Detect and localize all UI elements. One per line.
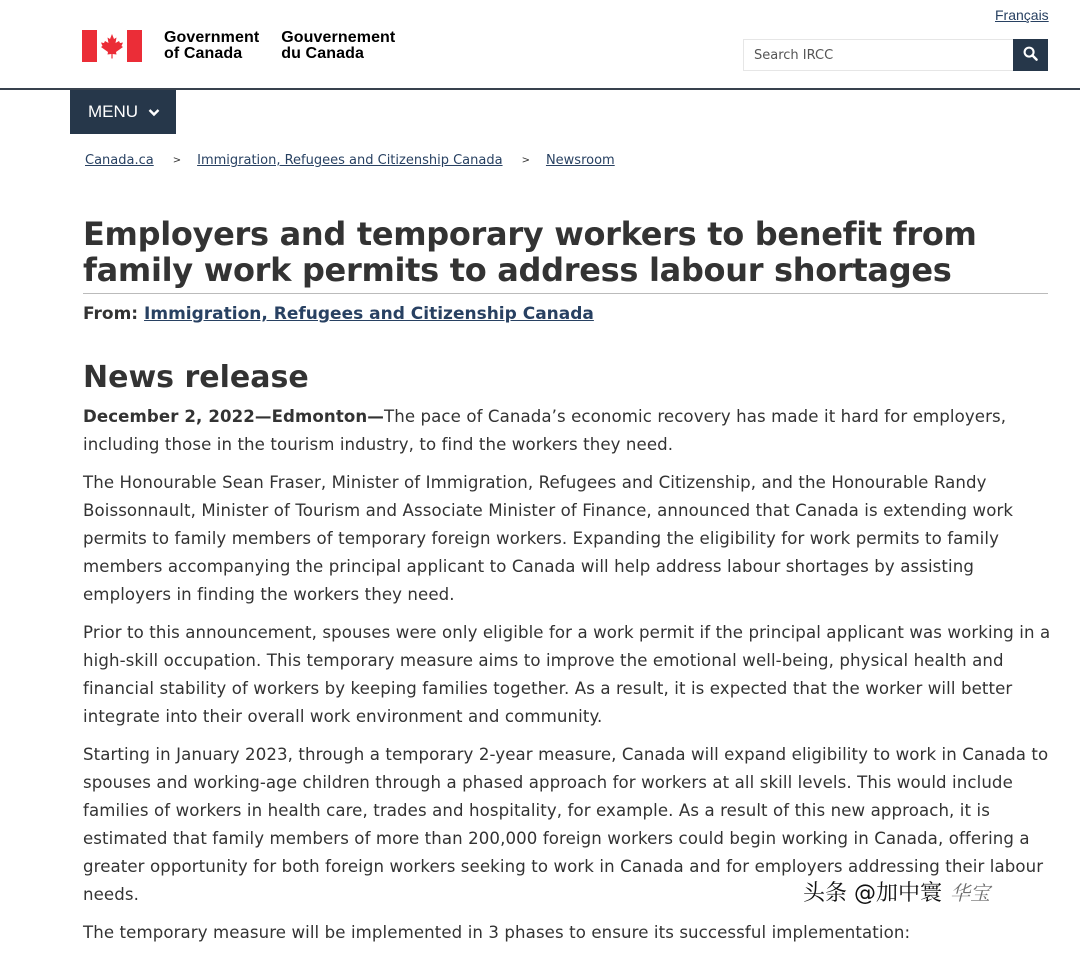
from-label: From: [83, 304, 139, 324]
dateline: December 2, 2022—Edmonton— [83, 407, 384, 426]
article-body [83, 403, 1053, 957]
page-title: Employers and temporary workers to benefit from family work permits to address labour shortages [83, 215, 977, 289]
menu-button[interactable] [70, 90, 176, 134]
from-department-link[interactable]: Immigration, Refugees and Citizenship Canada [144, 304, 594, 324]
article-paragraph: The temporary measure will be implemented in 3 phases to ensure its successful implementation: [83, 923, 911, 942]
watermark-logo: 华宝 [950, 881, 990, 905]
search-form [743, 39, 1048, 71]
watermark-text: 头条 @加中寰 [803, 881, 942, 906]
section-heading: News release [83, 360, 309, 395]
language-toggle-link[interactable]: Français [995, 7, 1049, 23]
article-paragraph: December 2, 2022—Edmonton—The pace of Canada’s economic recovery has made it hard for employers, including those in the tourism industry, to find the workers they need. [83, 407, 1007, 454]
breadcrumb-separator: > [521, 155, 530, 166]
canada-flag-icon [82, 30, 142, 62]
article-paragraph: Starting in January 2023, through a temporary 2-year measure, Canada will expand eligibility to work in Canada to spouses and working-age children through a phased approach for workers at all skill levels. This would include families of workers in health care, trades and hospitality, for example. As a result of this new approach, it is estimated that family members of more than 200,000 foreign workers could begin working in Canada, offering a greater opportunity for both foreign workers seeking to work in Canada and for employers addressing their labour needs. [83, 745, 1049, 904]
government-signature[interactable] [82, 30, 395, 62]
gouvernement-du-canada-wordmark: Gouvernement du Canada [281, 29, 396, 62]
article-paragraph: The Honourable Sean Fraser, Minister of Immigration, Refugees and Citizenship, and the Honourable Randy Boissonnault, Minister of Tourism and Associate Minister of Finance, announced that Canada is extending work permits to family members of temporary foreign workers. Expanding the eligibility for work permits to family members accompanying the principal applicant to Canada will help address labour shortages by assisting employers in finding the workers they need. [83, 473, 1014, 604]
search-input[interactable] [743, 39, 1013, 71]
government-of-canada-wordmark: Government of Canada [164, 29, 260, 62]
breadcrumb [85, 153, 615, 168]
menu-label: MENU [88, 102, 139, 121]
search-button[interactable] [1013, 39, 1048, 71]
breadcrumb-ircc[interactable]: Immigration, Refugees and Citizenship Canada [197, 153, 503, 168]
chevron-down-icon [148, 108, 160, 117]
site-header [0, 0, 1080, 90]
title-divider [83, 293, 1048, 294]
article-paragraph: Prior to this announcement, spouses were only eligible for a work permit if the principal applicant was working in a high-skill occupation. This temporary measure aims to improve the emotional well-being, physical health and financial stability of workers by keeping families together. As a result, it is expected that the worker will better integrate into their overall work environment and community. [83, 623, 1051, 726]
search-icon [1023, 46, 1038, 64]
breadcrumb-newsroom[interactable]: Newsroom [545, 153, 615, 168]
from-line [83, 304, 594, 324]
watermark [803, 876, 990, 907]
breadcrumb-separator: > [172, 155, 182, 166]
breadcrumb-canada-ca[interactable]: Canada.ca [85, 153, 154, 168]
